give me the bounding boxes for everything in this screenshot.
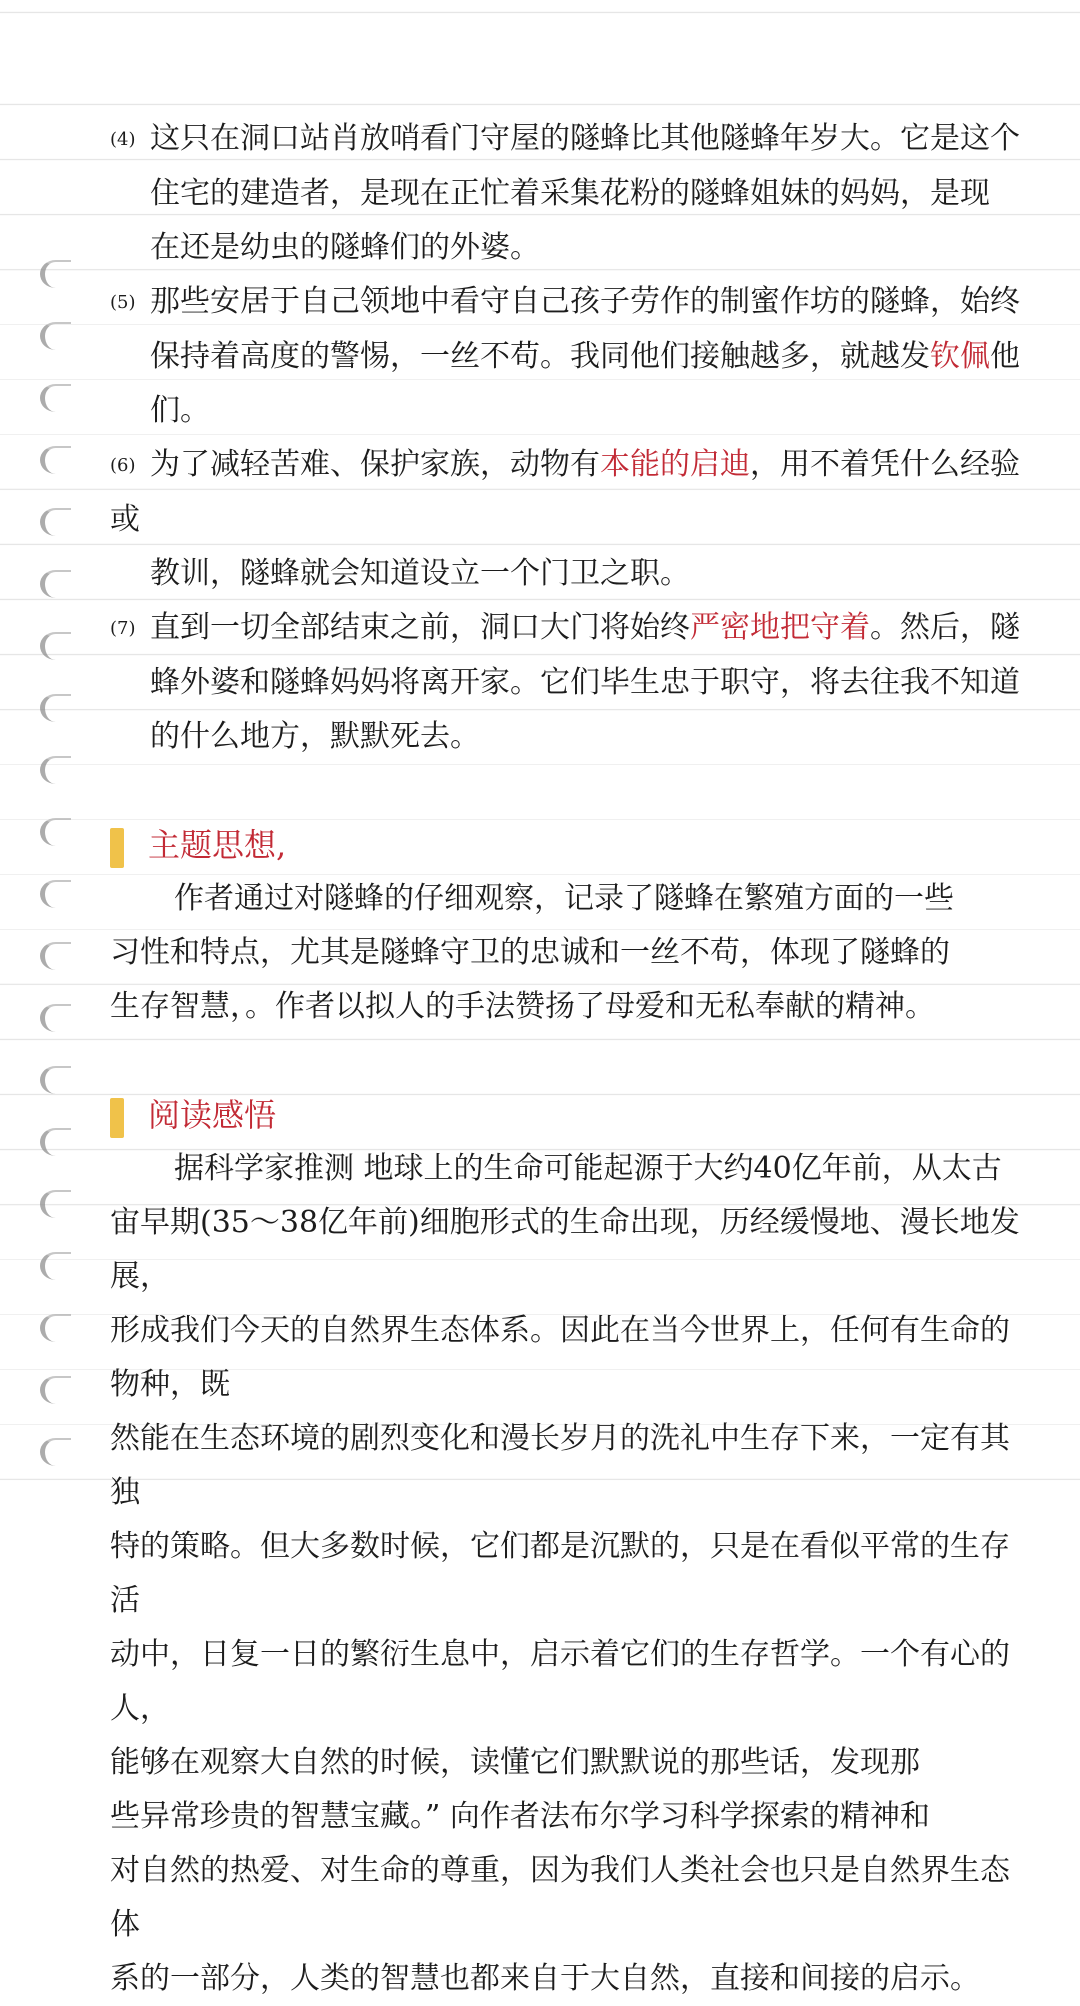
reflection-body <box>110 1142 1030 2006</box>
highlighted-phrase: 严密地把守着 <box>690 610 870 645</box>
binder-hole <box>40 632 71 660</box>
reflection-line: 对自然的热爱、对生命的尊重，因为我们人类社会也只是自然界生态体 <box>110 1853 1010 1942</box>
binder-hole <box>40 1438 71 1466</box>
binder-hole <box>40 1066 71 1094</box>
binder-hole <box>40 1252 71 1280</box>
binder-hole <box>40 694 71 722</box>
reflection-line: 能够在观察大自然的时候，读懂它们默默说的那些话，发现那 <box>110 1745 920 1780</box>
binder-hole <box>40 508 71 536</box>
paragraph-number: (7) <box>110 618 136 639</box>
note-paragraph-7 <box>110 601 1030 764</box>
paragraph-number: (6) <box>110 455 136 476</box>
note-paragraph-5 <box>110 275 1030 438</box>
binder-hole <box>40 322 71 350</box>
theme-line: 生存智慧，。作者以拟人的手法赞扬了母爱和无私奉献的精神。 <box>110 989 935 1024</box>
paragraph-line: 直到一切全部结束之前，洞口大门将始终 <box>150 610 690 645</box>
binder-hole <box>40 942 71 970</box>
theme-body <box>110 872 1030 1034</box>
paragraph-number: (5) <box>110 292 136 313</box>
theme-heading-block <box>110 818 1030 872</box>
reflection-line: 然能在生态环境的剧烈变化和漫长岁月的洗礼中生存下来，一定有其独 <box>110 1421 1010 1510</box>
binder-hole <box>40 570 71 598</box>
binder-hole <box>40 384 71 412</box>
paragraph-line: 在还是幼虫的隧蜂们的外婆。 <box>150 230 540 265</box>
highlight-bar <box>110 828 124 868</box>
reflection-heading: 阅读感悟 <box>148 1096 277 1134</box>
highlight-bar <box>110 1098 124 1138</box>
paragraph-line: 。然后，隧 <box>870 610 1020 645</box>
paragraph-line: 的什么地方，默默死去。 <box>150 719 480 754</box>
paragraph-line: 这只在洞口站肖放哨看门守屋的隧蜂比其他隧蜂年岁大。它是这个 <box>150 121 1020 156</box>
binder-hole <box>40 818 71 846</box>
reflection-heading-block <box>110 1088 1030 1142</box>
binder-holes <box>40 260 80 1520</box>
binder-hole <box>40 1314 71 1342</box>
paragraph-line: 蜂外婆和隧蜂妈妈将离开家。它们毕生忠于职守，将去往我不知道 <box>150 665 1020 700</box>
reflection-line: 据科学家推测 地球上的生命可能起源于大约40亿年前，从太古 <box>174 1151 1002 1186</box>
theme-line: 习性和特点，尤其是隧蜂守卫的忠诚和一丝不苟，体现了隧蜂的 <box>110 935 950 970</box>
highlighted-phrase: 本能的启迪 <box>600 447 750 482</box>
notes-content <box>110 112 1030 2006</box>
faint-header-marks <box>760 40 980 100</box>
paragraph-number: (4) <box>110 129 136 150</box>
reflection-line: 特的策略。但大多数时候，它们都是沉默的，只是在看似平常的生存活 <box>110 1529 1010 1618</box>
binder-hole <box>40 756 71 784</box>
note-paragraph-4 <box>110 112 1030 275</box>
paragraph-line: 教训，隧蜂就会知道设立一个门卫之职。 <box>150 556 690 591</box>
reflection-line: 宙早期(35～38亿年前)细胞形式的生命出现，历经缓慢地、漫长地发展， <box>110 1205 1020 1294</box>
paragraph-line: 为了减轻苦难、保护家族，动物有 <box>150 447 600 482</box>
highlighted-phrase: 钦佩 <box>930 339 990 374</box>
binder-hole <box>40 260 71 288</box>
reflection-line: 形成我们今天的自然界生态体系。因此在当今世界上，任何有生命的物种，既 <box>110 1313 1010 1402</box>
binder-hole <box>40 1190 71 1218</box>
paragraph-line: 他们。 <box>150 339 1020 428</box>
reflection-line: 动中，日复一日的繁衍生息中，启示着它们的生存哲学。一个有心的人， <box>110 1637 1010 1726</box>
binder-hole <box>40 880 71 908</box>
binder-hole <box>40 1004 71 1032</box>
paragraph-line: 那些安居于自己领地中看守自己孩子劳作的制蜜作坊的隧蜂，始终 <box>150 284 1020 319</box>
paragraph-line: 保持着高度的警惕，一丝不苟。我同他们接触越多，就越发 <box>150 339 930 374</box>
binder-hole <box>40 1128 71 1156</box>
binder-hole <box>40 1376 71 1404</box>
reflection-line: 些异常珍贵的智慧宝藏。” 向作者法布尔学习科学探索的精神和 <box>110 1799 930 1834</box>
paragraph-line: ，用不着凭什么经验或 <box>110 447 1020 537</box>
theme-line: 作者通过对隧蜂的仔细观察，记录了隧蜂在繁殖方面的一些 <box>174 881 954 916</box>
reflection-line: 系的一部分，人类的智慧也都来自于大自然，直接和间接的启示。 <box>110 1961 980 1996</box>
note-paragraph-6 <box>110 438 1030 601</box>
binder-hole <box>40 446 71 474</box>
theme-heading: 主题思想, <box>148 826 287 864</box>
paragraph-line: 住宅的建造者，是现在正忙着采集花粉的隧蜂姐妹的妈妈，是现 <box>150 176 990 211</box>
